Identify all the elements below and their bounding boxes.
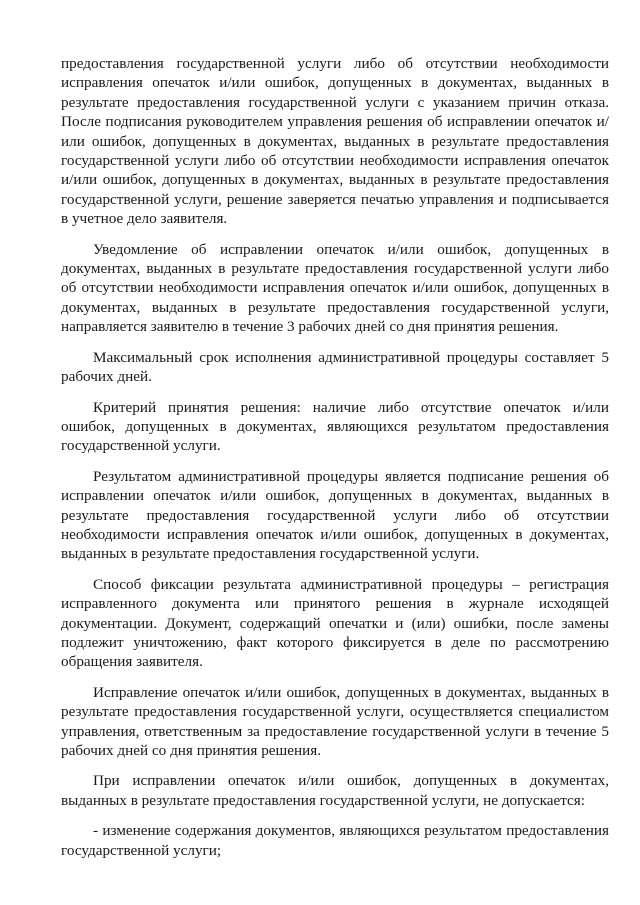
paragraph-continuation: предоставления государственной услуги либо об отсутствии необходимости исправления опечаток и/или ошибок, допущенных в документах, выданных в результате предоставления государственной услуги с указанием причин отказа. После подписания руководителем управления решения об исправлении опечаток и/или ошибок, допущенных в документах, выданных в результате предоставления государственной услуги либо об отсутствии необходимости исправления опечаток и/или ошибок, допущенных в документах, выданных в результате предоставления государственной услуги, решение заверяется печатью управления и подписывается в учетное дело заявителя.: [61, 55, 609, 228]
paragraph-correction-execution: Исправление опечаток и/или ошибок, допущенных в документах, выданных в результате предоставления государственной услуги, осуществляется специалистом управления, ответственным за предоставление государственной услуги в течение 5 рабочих дней со дня принятия решения.: [61, 683, 609, 759]
paragraph-procedure-result: Результатом административной процедуры является подписание решения об исправлении опечаток и/или ошибок, допущенных в документах, выданных в результате предоставления государственной услуги либо об отсутствии необходимости исправления опечаток и/или ошибок, допущенных в документах, выданных в результате предоставления государственной услуги.: [61, 467, 609, 563]
paragraph-notification: Уведомление об исправлении опечаток и/или ошибок, допущенных в документах, выданных в результате предоставления государственной услуги либо об отсутствии необходимости исправления опечаток и/или ошибок, допущенных в документах, выданных в результате предоставления государственной услуги, направляется заявителю в течение 3 рабочих дней со дня принятия решения.: [61, 240, 609, 336]
paragraph-fixation-method: Способ фиксации результата административной процедуры – регистрация исправленного документа или принятого решения в журнале исходящей документации. Документ, содержащий опечатки и (или) ошибки, после замены подлежит уничтожению, факт которого фиксируется в деле по рассмотрению обращения заявителя.: [61, 575, 609, 671]
list-item-content-change: - изменение содержания документов, являющихся результатом предоставления государственной услуги;: [61, 822, 609, 859]
document-page: [61, 54, 609, 860]
paragraph-decision-criterion: Критерий принятия решения: наличие либо отсутствие опечаток и/или ошибок, допущенных в документах, являющихся результатом предоставления государственной услуги.: [61, 398, 609, 455]
paragraph-not-allowed: При исправлении опечаток и/или ошибок, допущенных в документах, выданных в результате предоставления государственной услуги, не допускается:: [61, 772, 609, 809]
paragraph-max-term: Максимальный срок исполнения административной процедуры составляет 5 рабочих дней.: [61, 348, 609, 386]
